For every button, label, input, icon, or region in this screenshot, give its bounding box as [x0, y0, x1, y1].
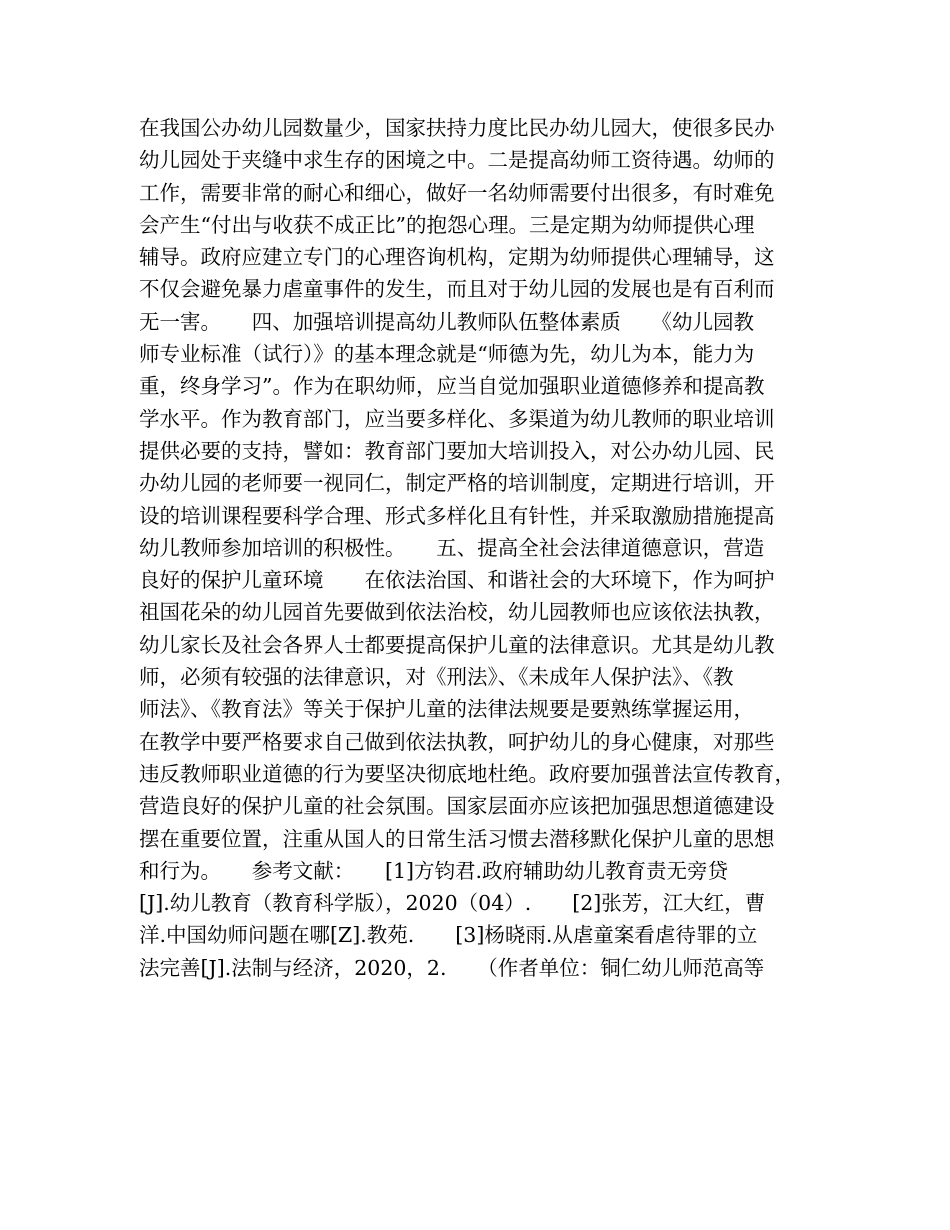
- text-line: 幼儿教师参加培训的积极性。 五、提高全社会法律道德意识，营造: [139, 535, 765, 560]
- text-line: 重，终身学习”。作为在职幼师，应当自觉加强职业道德修养和提高教: [139, 374, 765, 399]
- text-line: [J].幼儿教育（教育科学版），2020（04）. [2]张芳，江大红，曹: [139, 891, 766, 916]
- text-line: 祖国花朵的幼儿园首先要做到依法治校，幼儿园教师也应该依法执教，: [139, 600, 775, 625]
- text-line: 洋.中国幼师问题在哪[Z].教苑. [3]杨晓雨.从虐童案看虐待罪的立: [139, 923, 758, 948]
- text-line: 无一害。 四、加强培训提高幼儿教师队伍整体素质 《幼儿园教: [139, 309, 754, 334]
- text-line: 良好的保护儿童环境 在依法治国、和谐社会的大环境下，作为呵护: [139, 568, 775, 593]
- text-line: 师专业标准（试行）》的基本理念就是“师德为先，幼儿为本，能力为: [139, 342, 755, 367]
- text-line: 不仅会避免暴力虐童事件的发生，而且对于幼儿园的发展也是有百利而: [139, 277, 775, 302]
- text-line: 和行为。 参考文献： [1]方钧君.政府辅助幼儿教育责无旁贷: [139, 858, 729, 883]
- text-line: 法完善[J].法制与经济，2020，2. （作者单位：铜仁幼儿师范高等: [139, 955, 765, 980]
- text-line: 违反教师职业道德的行为要坚决彻底地杜绝。政府要加强普法宣传教育，: [139, 761, 795, 786]
- text-line: 营造良好的保护儿童的社会氛围。国家层面亦应该把加强思想道德建设: [139, 794, 775, 819]
- text-line: 师，必须有较强的法律意识，对《刑法》、《未成年人保护法》、《教: [139, 665, 734, 690]
- body-text: [139, 112, 829, 984]
- text-line: 在我国公办幼儿园数量少，国家扶持力度比民办幼儿园大，使很多民办: [139, 116, 775, 140]
- text-line: 提供必要的支持，譬如：教育部门要加大培训投入，对公办幼儿园、民: [139, 438, 775, 463]
- text-line: 设的培训课程要科学合理、形式多样化且有针性，并采取激励措施提高: [139, 503, 775, 528]
- text-line: 幼儿家长及社会各界人士都要提高保护儿童的法律意识。尤其是幼儿教: [139, 632, 775, 657]
- text-line: 工作，需要非常的耐心和细心，做好一名幼师需要付出很多，有时难免: [139, 180, 775, 205]
- text-line: 摆在重要位置，注重从国人的日常生活习惯去潜移默化保护儿童的思想: [139, 826, 775, 851]
- text-line: 辅导。政府应建立专门的心理咨询机构，定期为幼师提供心理辅导，这: [139, 245, 775, 270]
- text-line: 幼儿园处于夹缝中求生存的困境之中。二是提高幼师工资待遇。幼师的: [139, 148, 775, 173]
- text-line: 会产生“付出与收获不成正比”的抱怨心理。三是定期为幼师提供心理: [139, 212, 755, 237]
- text-line: 办幼儿园的老师要一视同仁，制定严格的培训制度，定期进行培训，开: [139, 471, 775, 496]
- text-line: 学水平。作为教育部门，应当要多样化、多渠道为幼儿教师的职业培训: [139, 406, 775, 431]
- text-line: 在教学中要严格要求自己做到依法执教，呵护幼儿的身心健康，对那些: [139, 729, 775, 754]
- text-line: 师法》、《教育法》等关于保护儿童的法律法规要是要熟练掌握运用，: [139, 697, 754, 722]
